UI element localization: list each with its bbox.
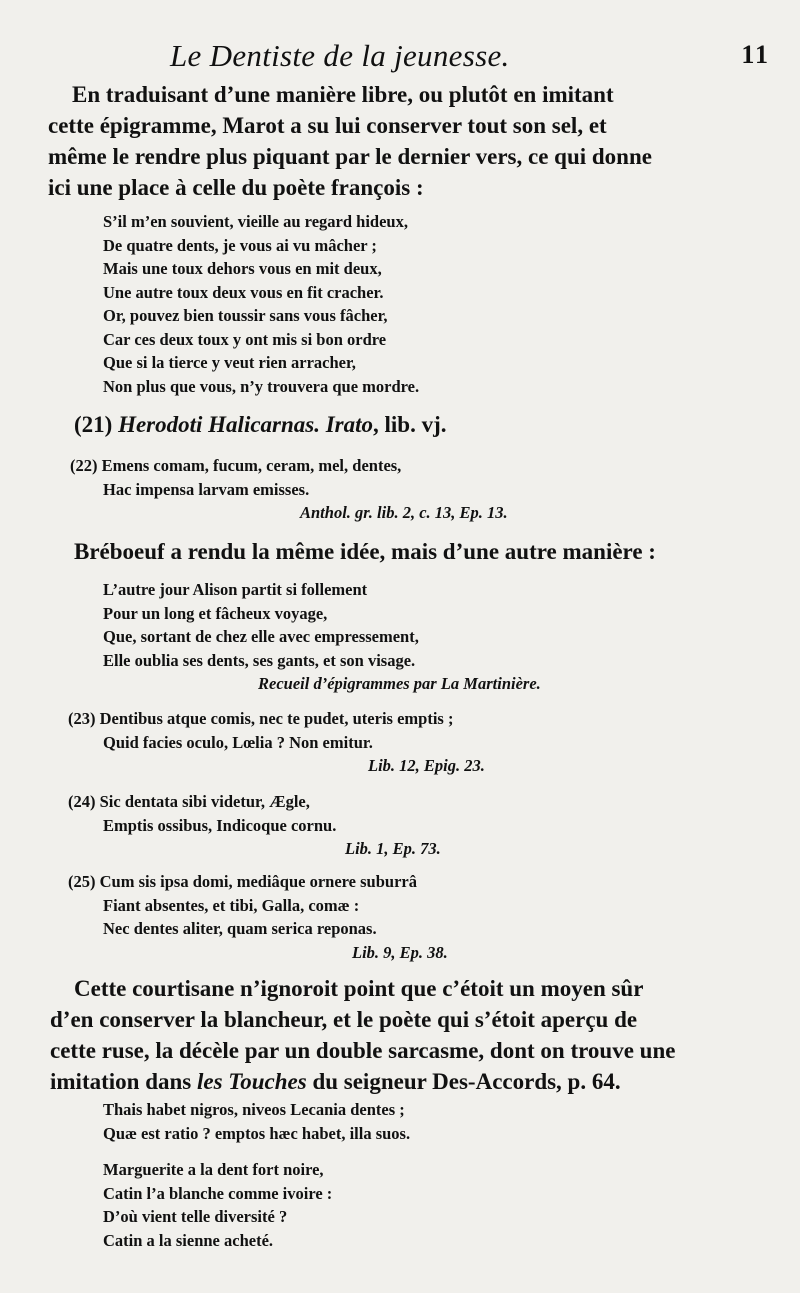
poem-source: Recueil d’épigrammes par La Martinière.	[258, 674, 541, 693]
verse-line: Quæ est ratio ? emptos hæc habet, illa suos.	[103, 1123, 411, 1143]
note-number: (23)	[68, 709, 96, 728]
note-number: (21)	[74, 412, 113, 437]
verse-line: Elle oublia ses dents, ses gants, et son visage.	[103, 650, 416, 670]
page-header	[0, 38, 800, 78]
marot-poem	[0, 210, 800, 398]
text-line: En traduisant d’une manière libre, ou plutôt en imitant	[72, 82, 614, 107]
verse-line: Car ces deux toux y ont mis si bon ordre	[103, 329, 387, 349]
text-segment: imitation dans	[50, 1069, 197, 1094]
note-number: (25)	[68, 872, 96, 891]
verse-line: Cum sis ipsa domi, mediâque ornere suburrâ	[99, 872, 417, 891]
book-title: les Touches	[196, 1069, 307, 1094]
latin-couplet	[0, 1098, 800, 1145]
note-25	[0, 870, 800, 964]
note-citation-rest: , lib. vj.	[373, 412, 447, 437]
verse-line: Emens comam, fucum, ceram, mel, dentes,	[101, 456, 402, 475]
text-line	[0, 1066, 800, 1097]
verse-line: Que si la tierce y veut rien arracher,	[103, 353, 356, 372]
verse-line: Sic dentata sibi videtur, Ægle,	[99, 792, 310, 811]
verse-line: Pour un long et fâcheux voyage,	[103, 603, 328, 623]
verse-line: Quid facies oculo, Lœlia ? Non emitur.	[103, 732, 373, 752]
text-segment: du seigneur Des-Accords, p. 64.	[306, 1069, 621, 1094]
note-21	[0, 409, 800, 440]
breboeuf-heading	[0, 536, 800, 567]
text-line: d’en conserver la blancheur, et le poète qui s’étoit aperçu de	[50, 1007, 638, 1032]
verse-line: De quatre dents, je vous ai vu mâcher ;	[103, 235, 377, 255]
note-23	[0, 707, 800, 778]
heading-line: Bréboeuf a rendu la même idée, mais d’une autre manière :	[74, 539, 656, 564]
note-source: Lib. 9, Ep. 38.	[352, 942, 448, 962]
note-number: (24)	[68, 792, 96, 811]
note-24	[0, 790, 800, 861]
intro-paragraph	[0, 79, 800, 203]
note-22	[0, 454, 800, 525]
verse-line: Non plus que vous, n’y trouvera que mordre.	[103, 376, 420, 396]
verse-line: Hac impensa larvam emisses.	[103, 479, 310, 499]
text-line: même le rendre plus piquant par le dernier vers, ce qui donne	[48, 144, 652, 169]
verse-line: Fiant absentes, et tibi, Galla, comæ :	[103, 895, 360, 915]
verse-line: Or, pouvez bien toussir sans vous fâcher,	[103, 306, 388, 325]
text-line: cette épigramme, Marot a su lui conserver tout son sel, et	[48, 113, 607, 138]
verse-line: Dentibus atque comis, nec te pudet, uteris emptis ;	[99, 709, 454, 728]
note-number: (22)	[70, 456, 98, 475]
verse-line: D’où vient telle diversité ?	[103, 1207, 288, 1226]
verse-line: Catin l’a blanche comme ivoire :	[103, 1183, 333, 1203]
verse-line: Mais une toux dehors vous en mit deux,	[103, 259, 382, 278]
running-title: Le Dentiste de la jeunesse.	[170, 38, 510, 73]
verse-line: S’il m’en souvient, vieille au regard hideux,	[103, 212, 408, 231]
closing-paragraph	[0, 973, 800, 1097]
verse-line: Catin a la sienne acheté.	[103, 1230, 274, 1250]
verse-line: Une autre toux deux vous en fit cracher.	[103, 282, 384, 302]
text-line: Cette courtisane n’ignoroit point que c’étoit un moyen sûr	[74, 976, 644, 1001]
verse-line: Emptis ossibus, Indicoque cornu.	[103, 815, 337, 835]
verse-line: L’autre jour Alison partit si follement	[103, 580, 368, 599]
verse-line: Thais habet nigros, niveos Lecania dentes ;	[103, 1100, 405, 1119]
breboeuf-poem	[0, 578, 800, 696]
note-citation: Herodoti Halicarnas. Irato	[118, 412, 374, 437]
page-number: 11	[741, 40, 770, 69]
verse-line: Nec dentes aliter, quam serica reponas.	[103, 919, 377, 938]
note-source: Lib. 1, Ep. 73.	[345, 839, 441, 858]
text-line: cette ruse, la décèle par un double sarcasme, dont on trouve une	[50, 1038, 676, 1063]
verse-line: Marguerite a la dent fort noire,	[103, 1160, 324, 1179]
text-line: ici une place à celle du poète françois :	[48, 175, 424, 200]
french-quatrain	[0, 1158, 800, 1252]
note-source: Anthol. gr. lib. 2, c. 13, Ep. 13.	[300, 503, 508, 522]
note-source: Lib. 12, Epig. 23.	[368, 756, 485, 775]
verse-line: Que, sortant de chez elle avec empressement,	[103, 627, 419, 646]
